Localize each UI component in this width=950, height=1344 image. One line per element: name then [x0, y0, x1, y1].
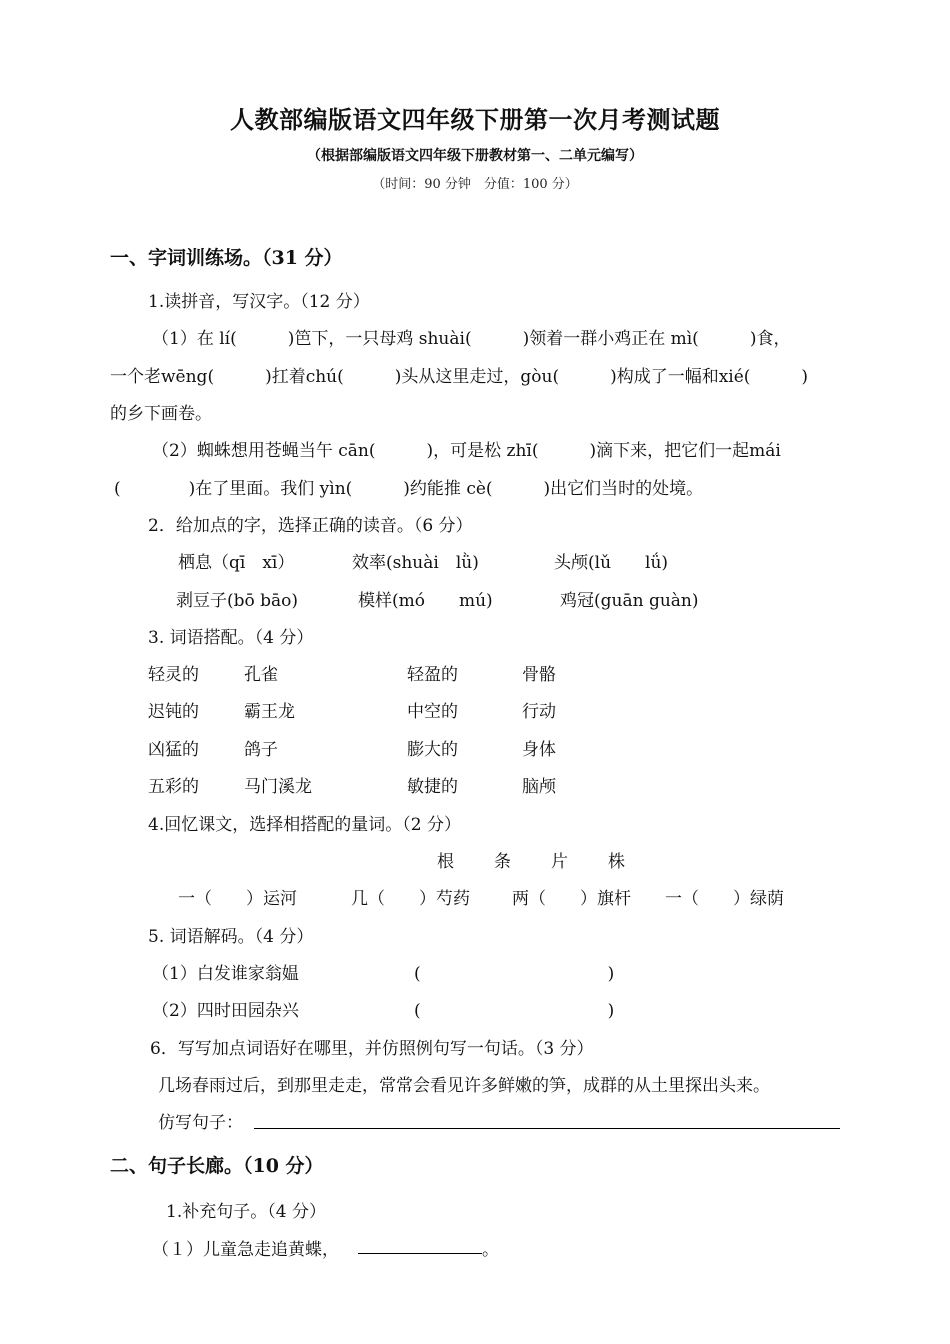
exam-meta: （时间：90 分钟 分值：100 分） — [372, 177, 578, 192]
q3-left-word: 轻灵的 — [148, 665, 199, 685]
q2-item: 栖息（qī xī） — [178, 553, 295, 573]
q3-left-match: 孔雀 — [244, 665, 278, 685]
s2-q1-item1: （１）儿童急走追黄蝶， — [152, 1240, 339, 1260]
q3-right-match: 脑颅 — [522, 777, 556, 797]
q4-item: 两（ ）旗杆 — [512, 889, 631, 909]
q6-example-sentence: 几场春雨过后，到那里走走，常常会看见许多鲜嫩的笋，成群的从土里探出头来。 — [158, 1076, 770, 1096]
q2-item: 剥豆子(bō bāo) — [176, 591, 299, 611]
q3-left-word: 五彩的 — [148, 777, 199, 797]
q4-option: 株 — [608, 852, 625, 872]
q3-left-match: 马门溪龙 — [244, 777, 312, 797]
q4-option: 条 — [494, 852, 511, 872]
q3-right-match: 骨骼 — [522, 665, 556, 685]
q2-item: 效率(shuài lǜ) — [352, 553, 479, 573]
q3-title: 3. 词语搭配。（4 分） — [148, 628, 314, 648]
q5-item: （1）白发谁家翁媪 — [152, 964, 299, 984]
section1-heading: 一、字词训练场。（31 分） — [110, 247, 343, 269]
q5-answer-bracket[interactable]: ( ) — [414, 1001, 615, 1021]
q3-right-word: 膨大的 — [407, 740, 458, 760]
q1-p2-line1: （2）蜘蛛想用苍蝇当午 cān( )，可是松 zhī( )滴下来，把它们一起mái — [152, 441, 781, 461]
q3-right-word: 轻盈的 — [407, 665, 458, 685]
q2-item: 头颅(lǔ lǘ) — [554, 553, 669, 573]
s2-q1-item1-end: 。 — [482, 1240, 499, 1260]
q3-right-word: 中空的 — [407, 702, 458, 722]
q2-title: 2．给加点的字，选择正确的读音。（6 分） — [148, 516, 473, 536]
s2-q1-answer-line[interactable] — [358, 1253, 482, 1254]
s2-q1-title: 1.补充句子。（4 分） — [166, 1202, 326, 1222]
q6-answer-line[interactable] — [254, 1128, 840, 1129]
q1-p1-line2: 一个老wēng( )扛着chú( )头从这里走过，gòu( )构成了一幅和xié( ) — [110, 367, 809, 387]
q3-right-match: 行动 — [522, 702, 556, 722]
q1-p1-line3: 的乡下画卷。 — [110, 404, 212, 424]
q3-left-match: 鸽子 — [244, 740, 278, 760]
q5-answer-bracket[interactable]: ( ) — [414, 964, 615, 984]
q3-left-word: 迟钝的 — [148, 702, 199, 722]
page-title: 人教部编版语文四年级下册第一次月考测试题 — [230, 105, 720, 134]
q2-item: 鸡冠(guān guàn) — [560, 591, 699, 611]
q2-item: 模样(mó mú) — [358, 591, 493, 611]
q3-right-word: 敏捷的 — [407, 777, 458, 797]
q6-imitate-label: 仿写句子： — [158, 1113, 243, 1133]
q5-item: （2）四时田园杂兴 — [152, 1001, 299, 1021]
q5-title: 5. 词语解码。（4 分） — [148, 927, 314, 947]
page-subtitle: （根据部编版语文四年级下册教材第一、二单元编写） — [307, 148, 643, 164]
q3-left-word: 凶猛的 — [148, 740, 199, 760]
q4-item: 一（ ）绿荫 — [665, 889, 784, 909]
q1-title: 1.读拼音，写汉字。（12 分） — [148, 292, 370, 312]
q4-item: 几（ ）芍药 — [351, 889, 470, 909]
q3-left-match: 霸王龙 — [244, 702, 295, 722]
q1-p2-line2: ( )在了里面。我们 yìn( )约能推 cè( )出它们当时的处境。 — [114, 479, 704, 499]
q4-item: 一（ ）运河 — [178, 889, 297, 909]
section2-heading: 二、句子长廊。（10 分） — [110, 1155, 324, 1177]
q4-title: 4.回忆课文，选择相搭配的量词。（2 分） — [148, 815, 461, 835]
q4-option: 根 — [437, 852, 454, 872]
q4-option: 片 — [551, 852, 568, 872]
q1-p1-line1: （1）在 lí( )笆下，一只母鸡 shuài( )领着一群小鸡正在 mì( )食， — [152, 329, 791, 349]
q3-right-match: 身体 — [522, 740, 556, 760]
q6-title: 6．写写加点词语好在哪里，并仿照例句写一句话。（3 分） — [150, 1039, 594, 1059]
